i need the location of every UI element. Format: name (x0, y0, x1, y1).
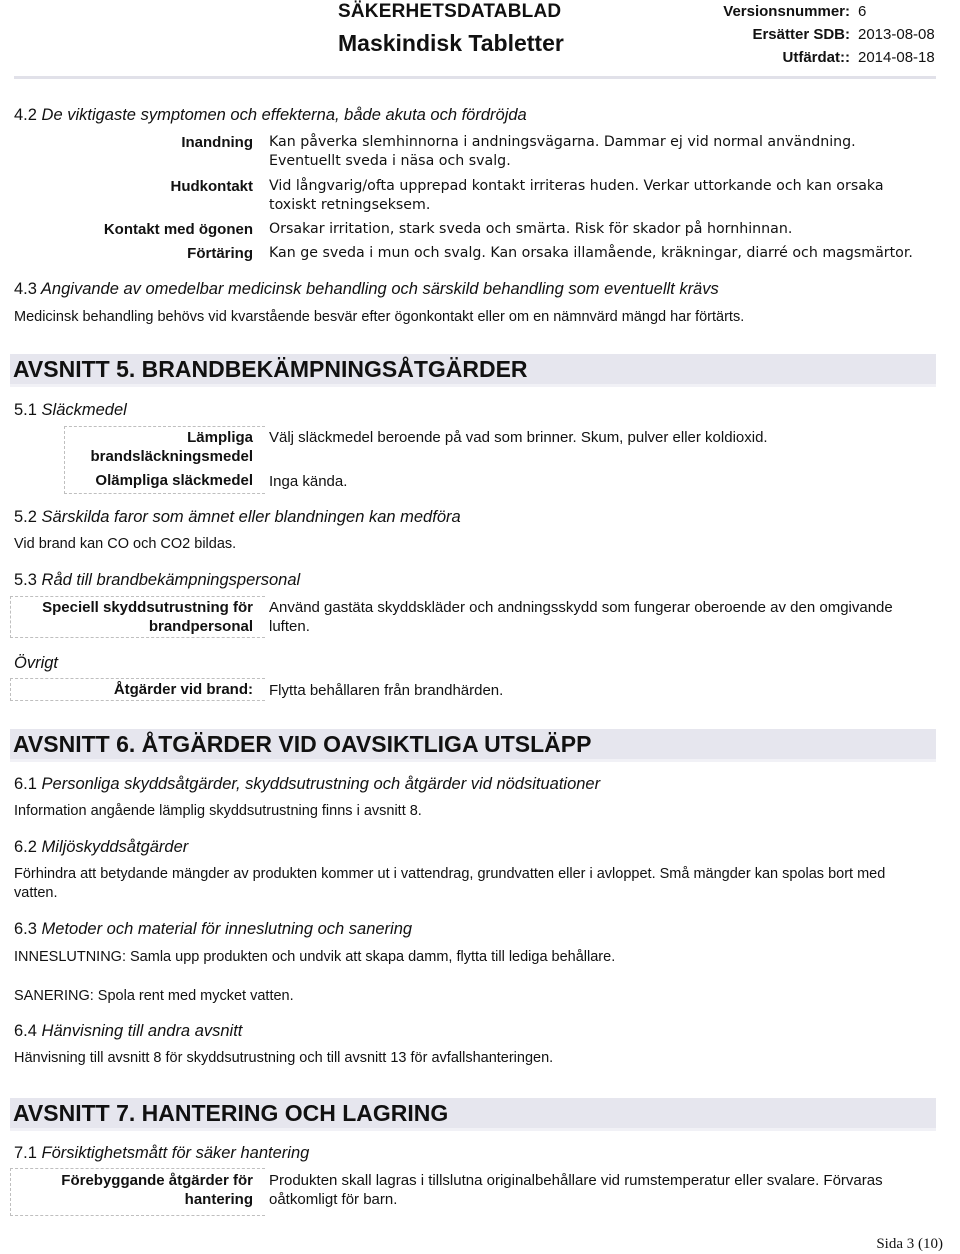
section-5-title: AVSNITT 5. BRANDBEKÄMPNINGSÅTGÄRDER (10, 354, 936, 384)
subsection-heading-7-1: 7.1 Försiktighetsmått för säker hantering (14, 1144, 310, 1162)
text-containment: INNESLUTNING: Samla upp produkten och undvik att skapa damm, flytta till lediga behållare. (14, 949, 616, 965)
label-skin-contact: Hudkontakt (170, 178, 253, 195)
subsection-heading-6-1: 6.1 Personliga skyddsåtgärder, skyddsutrustning och åtgärder vid nödsituationer (14, 775, 601, 793)
label-eye-contact: Kontakt med ögonen (103, 221, 253, 238)
subsection-heading-5-3: 5.3 Råd till brandbekämpningspersonal (14, 571, 301, 589)
text-ingestion: Kan ge sveda i mun och svalg. Kan orsaka illamående, kräkningar, diarré och magsmärtor. (269, 245, 913, 261)
subsection-heading-6-3: 6.3 Metoder och material för inneslutning och sanering (14, 920, 413, 938)
subsection-heading-4-2: 4.2 De viktigaste symptomen och effekterna, både akuta och fördröjda (14, 106, 527, 124)
subsection-heading-5-1: 5.1 Släckmedel (14, 401, 127, 419)
page-number: Sida 3 (10) (876, 1236, 943, 1252)
text-preventive-measures: Produkten skall lagras i tillslutna originalbehållare vid rumstemperatur eller svalare. Förvaras oåtkomligt för barn. (269, 1172, 883, 1208)
version-value: 6 (858, 3, 867, 20)
document-title: SÄKERHETSDATABLAD (338, 1, 562, 22)
text-fire-actions: Flytta behållaren från brandhärden. (269, 682, 504, 699)
text-skin-contact: Vid långvarig/ofta upprepad kontakt irriteras huden. Verkar uttorkande och kan orsaka toxiskt retningseksem. (269, 178, 884, 213)
text-special-ppe: Använd gastäta skyddskläder och andningsskydd som fungerar oberoende av den omgivande luften. (269, 599, 893, 635)
label-inhalation: Inandning (181, 134, 253, 151)
issued-row (720, 49, 935, 66)
replaces-value: 2013-08-08 (858, 26, 935, 43)
text-cleanup: SANERING: Spola rent med mycket vatten. (14, 988, 294, 1004)
text-unsuitable-media: Inga kända. (269, 473, 348, 490)
text-medical-treatment: Medicinsk behandling behövs vid kvarstående besvär efter ögonkontakt eller om en nämnvärd mängd har förtärts. (14, 309, 745, 325)
text-environmental-precautions: Förhindra att betydande mängder av produkten kommer ut i vattendrag, grundvatten eller i avloppet. Små mängder kan spolas bort med vatten. (14, 866, 886, 901)
label-ingestion: Förtäring (187, 245, 253, 262)
section-7-title: AVSNITT 7. HANTERING OCH LAGRING (10, 1098, 936, 1128)
label-fire-actions: Åtgärder vid brand: (113, 681, 253, 698)
label-unsuitable-media: Olämpliga släckmedel (95, 472, 253, 489)
replaces-label: Ersätter SDB: (752, 26, 850, 43)
subsection-heading-6-2: 6.2 Miljöskyddsåtgärder (14, 838, 189, 856)
text-suitable-media: Välj släckmedel beroende på vad som brinner. Skum, pulver eller koldioxid. (269, 429, 768, 446)
version-row (720, 3, 866, 20)
text-eye-contact: Orsakar irritation, stark sveda och smärta. Risk för skador på hornhinnan. (269, 221, 793, 237)
issued-value: 2014-08-18 (858, 49, 935, 66)
text-reference-sections: Hänvisning till avsnitt 8 för skyddsutrustning och till avsnitt 13 för avfallshanteringen. (14, 1050, 554, 1066)
label-suitable-media: Lämpliga brandsläckningsmedel (90, 429, 253, 465)
subsection-heading-5-2: 5.2 Särskilda faror som ämnet eller blandningen kan medföra (14, 508, 461, 526)
subsection-heading-4-3: 4.3 Angivande av omedelbar medicinsk behandling och särskild behandling som eventuellt krävs (14, 280, 719, 298)
text-special-hazards: Vid brand kan CO och CO2 bildas. (14, 536, 237, 552)
subsection-heading-6-4: 6.4 Hänvisning till andra avsnitt (14, 1022, 243, 1040)
version-label: Versionsnummer: (723, 3, 850, 20)
header-divider (14, 76, 936, 79)
section-7-rule (10, 1128, 936, 1131)
text-inhalation: Kan påverka slemhinnorna i andningsvägarna. Dammar ej vid normal användning. Eventuellt sveda i näsa och svalg. (269, 134, 856, 169)
section-6-title: AVSNITT 6. ÅTGÄRDER VID OAVSIKTLIGA UTSLÄPP (10, 729, 936, 759)
section-5-rule (10, 384, 936, 387)
label-preventive-measures: Förebyggande åtgärder för hantering (61, 1172, 253, 1208)
section-6-rule (10, 759, 936, 762)
label-special-ppe: Speciell skyddsutrustning för brandpersonal (42, 599, 253, 635)
label-other: Övrigt (14, 654, 59, 672)
text-personal-precautions: Information angående lämplig skyddsutrustning finns i avsnitt 8. (14, 803, 422, 819)
replaces-row (720, 26, 935, 43)
issued-label: Utfärdat:: (782, 49, 850, 66)
product-name: Maskindisk Tabletter (338, 30, 564, 56)
